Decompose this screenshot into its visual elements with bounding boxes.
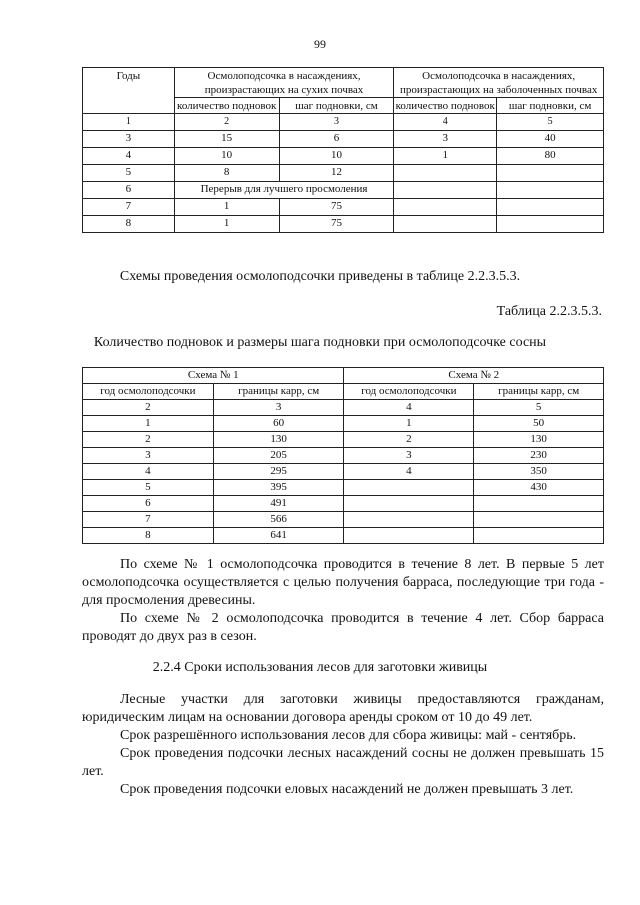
table-row [83,182,604,199]
table-cell [497,199,604,216]
schemes-paragraphs [82,556,604,646]
table-cell: 395 [213,480,344,496]
table-cell: 40 [497,131,604,148]
table-cell: 2 [83,432,214,448]
header-count: количество подновок [174,98,279,114]
table-cell: 3 [83,448,214,464]
table-cell: 12 [279,165,394,182]
header-scheme-2: Схема № 2 [344,368,604,384]
table-row [83,216,604,233]
table-row [83,416,604,432]
paragraph-scheme-2: По схеме № 2 осмолоподсочка проводится в течение 4 лет. Сбор барраса проводят до двух раз в сезон. [82,611,604,644]
table-row [83,432,604,448]
header-scheme-1: Схема № 1 [83,368,344,384]
header-year: год осмолоподсочки [344,384,474,400]
table-cell: 1 [394,148,497,165]
table-cell: 75 [279,216,394,233]
table-cell: 7 [83,199,175,216]
table-cell [474,528,604,544]
tapping-regime-table [82,67,604,233]
table-cell [394,216,497,233]
header-bounds: границы карр, см [213,384,344,400]
table-row [83,496,604,512]
table-cell: 10 [279,148,394,165]
table-cell: 1 [344,416,474,432]
header-years: Годы [83,68,175,114]
table-cell: 3 [344,448,474,464]
table-cell [497,216,604,233]
table-cell: 8 [174,165,279,182]
table-cell: 566 [213,512,344,528]
table-cell: 10 [174,148,279,165]
table-cell: 50 [474,416,604,432]
table-index-row [83,400,604,416]
table-cell: 3 [213,400,344,416]
table-cell [474,496,604,512]
table-cell: 5 [83,165,175,182]
table-cell [344,480,474,496]
table-cell: 2 [83,400,214,416]
table-cell: 3 [279,114,394,131]
paragraph-scheme-1: По схеме № 1 осмолоподсочка проводится в течение 8 лет. В первые 5 лет осмолоподсочка осуществляется с целью получения барраса, последующие три года - для просмоления древесины. [82,557,604,608]
table-cell: 205 [213,448,344,464]
table-cell: 6 [83,496,214,512]
table-cell: 3 [83,131,175,148]
table-cell [497,165,604,182]
table-cell: 8 [83,528,214,544]
table-cell: 6 [279,131,394,148]
table-cell [344,512,474,528]
table-reference-text: Схемы проведения осмолоподсочки приведены в таблице 2.2.3.5.3. [119,269,521,284]
table-cell [394,165,497,182]
scheme-table [82,367,604,544]
table-cell: 350 [474,464,604,480]
table-cell: 5 [497,114,604,131]
table-cell: 1 [174,199,279,216]
header-year: год осмолоподсочки [83,384,214,400]
paragraph-spruce-term: Срок проведения подсочки еловых насаждений не должен превышать 3 лет. [120,782,574,797]
paragraph-lease: Лесные участки для заготовки живицы предоставляются гражданам, юридическим лицам на основании договора аренды сроком от 10 до 49 лет. [82,692,604,725]
table-row [83,448,604,464]
table-cell: 230 [474,448,604,464]
table-cell: 80 [497,148,604,165]
table-cell: 1 [174,216,279,233]
table-cell: 4 [83,464,214,480]
table-cell: 60 [213,416,344,432]
table-cell [497,182,604,199]
table-cell [474,512,604,528]
table-cell: 6 [83,182,175,199]
table-cell: 641 [213,528,344,544]
terms-paragraphs [82,691,604,799]
table-row [83,199,604,216]
paragraph-pine-term: Срок проведения подсочки лесных насаждений сосны не должен превышать 15 лет. [82,746,604,779]
table-cell: 15 [174,131,279,148]
table-cell: 1 [83,416,214,432]
header-dry-soils: Осмолоподсочка в насаждениях, произрастающих на сухих почвах [174,68,394,98]
table-cell [344,528,474,544]
table-cell: 4 [83,148,175,165]
table-row [83,131,604,148]
table-cell: 130 [213,432,344,448]
table-row [83,512,604,528]
table-label: Таблица 2.2.3.5.3. [496,304,602,319]
table-cell: 5 [83,480,214,496]
table-cell: 8 [83,216,175,233]
paragraph-season: Срок разрешённого использования лесов для сбора живицы: май - сентябрь. [120,728,577,743]
table-cell: 295 [213,464,344,480]
table-title: Количество подновок и размеры шага подновки при осмолоподсочке сосны [93,335,547,350]
header-step: шаг подновки, см [279,98,394,114]
header-step: шаг подновки, см [497,98,604,114]
table-cell: 1 [83,114,175,131]
table-cell-break: Перерыв для лучшего просмоления [174,182,394,199]
table-cell: 430 [474,480,604,496]
page-number: 99 [314,37,326,51]
table-row [83,165,604,182]
header-bounds: границы карр, см [474,384,604,400]
section-heading: 2.2.4 Сроки использования лесов для заготовки живицы [152,660,488,675]
table-row [83,480,604,496]
table-cell: 130 [474,432,604,448]
table-cell: 75 [279,199,394,216]
header-count: количество подновок [394,98,497,114]
table-cell: 4 [344,464,474,480]
table-cell: 7 [83,512,214,528]
table-cell: 4 [394,114,497,131]
table-cell: 2 [174,114,279,131]
table-cell: 4 [344,400,474,416]
table-row [83,464,604,480]
table-index-row [83,114,604,131]
table-cell: 2 [344,432,474,448]
table-cell: 491 [213,496,344,512]
table-cell [344,496,474,512]
table-row [83,528,604,544]
table-cell [394,199,497,216]
table-cell: 3 [394,131,497,148]
table-cell: 5 [474,400,604,416]
table-row [83,148,604,165]
table-cell [394,182,497,199]
header-wet-soils: Осмолоподсочка в насаждениях, произрастающих на заболоченных почвах [394,68,604,98]
